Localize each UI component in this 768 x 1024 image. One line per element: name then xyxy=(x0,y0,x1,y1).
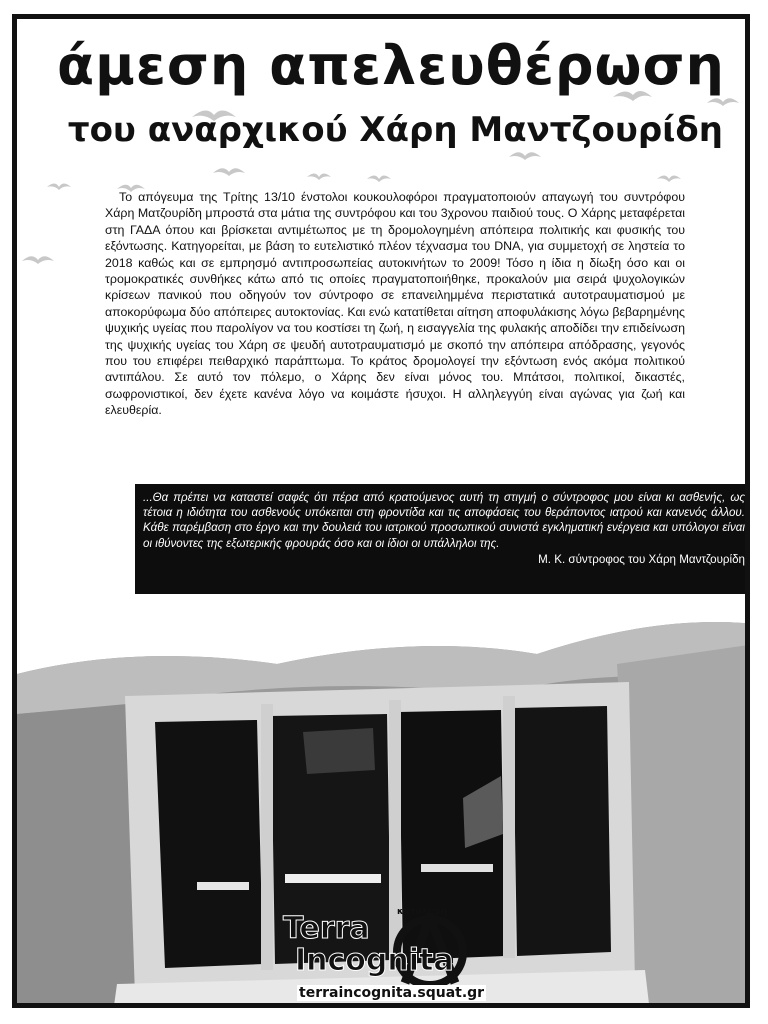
quote-signature: Μ. Κ. σύντροφος του Χάρη Μαντζουρίδη xyxy=(538,552,745,566)
logo-small-label: κατάληψη xyxy=(397,907,448,917)
quote-box xyxy=(135,484,750,594)
subheadline: του αναρχικού Χάρη Μαντζουρίδη xyxy=(67,110,723,150)
logo-url[interactable]: terraincognita.squat.gr xyxy=(299,985,485,1001)
quote-text: ...Θα πρέπει να καταστεί σαφές ότι πέρα από κρατούμενος αυτή τη στιγμή ο σύντροφος μου είναι κι ασθενής, ως τέτοια η ιδιότητα του ασθενούς υπόκειται στη φροντίδα και τις αποφάσεις του θεράποντος ιατρού και κανενός άλλου. Κάθε παρέμβαση στο έργο και την δουλειά του ιατρικού προσωπικού συνιστά εγκληματική ενέργεια και υπόλογοι είναι οι ιθύνοντες της εξωτερικής φρουράς όσο και οι ίδιοι οι υπάλληλοι της. xyxy=(143,491,745,550)
poster xyxy=(12,14,750,1008)
logo-word-incognita: Incognita xyxy=(295,943,454,978)
terra-incognita-logo xyxy=(279,899,519,1008)
logo-word-terra: Terra xyxy=(283,911,370,946)
headline: άμεση απελευθέρωση xyxy=(56,34,725,97)
body-text: Το απόγευμα της Τρίτης 13/10 ένστολοι κουκουλοφόροι πραγματοποιούν απαγωγή του συντρόφου Χάρη Ματζουρίδη μπροστά στα μάτια της συντρόφου και του 3χρονου παιδιού τους. Ο Χάρης μεταφέρεται στη ΓΑΔΑ όπου και βρίσκεται αντιμέτωπος με τη δρομολογημένη απόπειρα πολιτικής και φυσικής του εξόντωσης. Κατηγορείται, με βάση το ευτελιστικό πλέον τέχνασμα του DNA, για συμμετοχή σε ληστεία το 2018 καθώς και σε εμπρησμό αντιπροσωπείας αυτοκινήτων το 2009! Τόσο η ίδια η δίωξη όσο και οι τρομοκρατικές συνθήκες κάτω από τις οποίες πραγματοποιήθηκε, προκαλούν μια σειρά ψυχολογικών κρίσεων πανικού που οδηγούν τον σύντροφο σε επανειλημμένα περιστατικά αυτοτραυματισμού με αποκορύφωμα δύο απόπειρες αυτοκτονίας. Και ενώ κατατίθεται αίτηση αποφυλάκισης λόγω βεβαρημένης ψυχικής υγείας που παρολίγον να του κοστίσει τη ζωή, η εισαγγελία της φυλακής αποδίδει την επιδείνωση της ψυχικής υγείας του Χάρη σε ψευδή αυτοτραυματισμό με σκοπό την απόπειρα απόδρασης, γεγονός που του επιφέρει πειθαρχικό παράπτωμα. Το κράτος δρομολογεί την εξόντωση ενός ακόμα πολιτικού αντιπάλου. Σε αυτό τον πόλεμο, ο Χάρης δεν είναι μόνος του. Μπάτσοι, πολιτικοί, δικαστές, σωφρονιστικοί, δεν έχετε κανένα λόγο να κοιμάστε ήσυχοι. Η αλληλεγγύη είναι αγώνας για ζωή και ελευθερία. xyxy=(105,190,685,418)
